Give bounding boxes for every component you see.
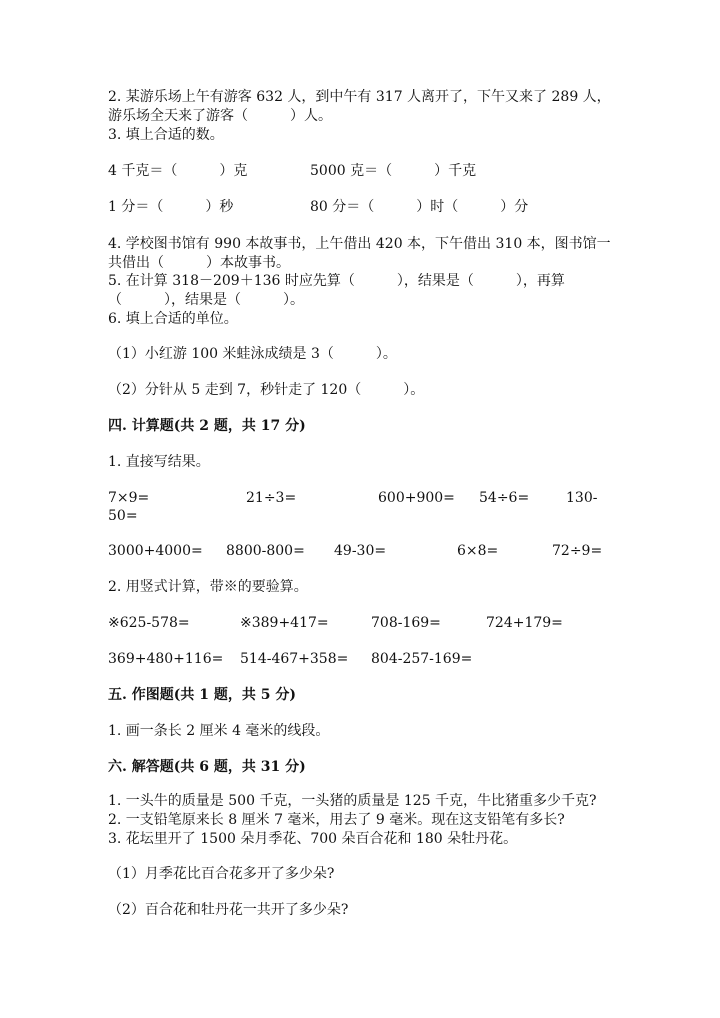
q4-line2: 共借出（ ）本故事书。 <box>108 255 290 271</box>
calc-item: 6×8= <box>457 543 499 559</box>
section4-q2-title: 2. 用竖式计算，带※的要验算。 <box>108 579 308 595</box>
section6-q3-part2: （2）百合花和牡丹花一共开了多少朵? <box>108 902 349 918</box>
q5-line1: 5. 在计算 318－209＋136 时应先算（ ），结果是（ ），再算 <box>108 273 565 289</box>
q3-g-to-kg: 5000 克＝（ ）千克 <box>310 163 477 179</box>
calc-item: 3000+4000= <box>108 543 203 559</box>
q6-part2: （2）分针从 5 走到 7，秒针走了 120（ ）。 <box>108 382 425 398</box>
vertical-calc-item: 514-467+358= <box>240 651 349 667</box>
calc-item: 130- <box>566 490 598 506</box>
q3-kg-to-g: 4 千克＝（ ）克 <box>108 163 248 179</box>
q6-part1: （1）小红游 100 米蛙泳成绩是 3（ ）。 <box>108 346 397 362</box>
section6-q3: 3. 花坛里开了 1500 朵月季花、700 朵百合花和 180 朵牡丹花。 <box>108 831 518 847</box>
section6-q3-part1: （1）月季花比百合花多开了多少朵? <box>108 866 335 882</box>
q4-line1: 4. 学校图书馆有 990 本故事书，上午借出 420 本，下午借出 310 本，图书馆一 <box>108 236 611 252</box>
q3-min-to-hour-min: 80 分＝（ ）时（ ）分 <box>310 199 529 215</box>
vertical-calc-item: 708-169= <box>371 615 441 631</box>
calc-item: 49-30= <box>334 543 387 559</box>
calc-item: 21÷3= <box>246 490 297 506</box>
section6-heading: 六. 解答题(共 6 题，共 31 分) <box>108 759 306 775</box>
section6-q2: 2. 一支铅笔原来长 8 厘米 7 毫米，用去了 9 毫米。现在这支铅笔有多长? <box>108 812 565 828</box>
q2-line2: 游乐场全天来了游客（ ）人。 <box>108 108 332 124</box>
vertical-calc-item: ※389+417= <box>240 615 329 631</box>
vertical-calc-item: 369+480+116= <box>108 651 224 667</box>
section4-heading: 四. 计算题(共 2 题，共 17 分) <box>108 418 306 434</box>
section4-q1-title: 1. 直接写结果。 <box>108 454 210 470</box>
section6-q1: 1. 一头牛的质量是 500 千克，一头猪的质量是 125 千克，牛比猪重多少千克? <box>108 793 597 809</box>
q6-title: 6. 填上合适的单位。 <box>108 311 238 327</box>
vertical-calc-item: 804-257-169= <box>371 651 473 667</box>
q3-min-to-sec: 1 分＝（ ）秒 <box>108 199 234 215</box>
calc-item: 600+900= <box>378 490 455 506</box>
q2-line1: 2. 某游乐场上午有游客 632 人，到中午有 317 人离开了，下午又来了 289 人， <box>108 89 611 105</box>
q5-line2: （ ），结果是（ ）。 <box>108 292 304 308</box>
section5-heading: 五. 作图题(共 1 题，共 5 分) <box>108 687 296 703</box>
vertical-calc-item: 724+179= <box>486 615 563 631</box>
calc-item: 7×9= <box>108 490 150 506</box>
calc-item: 72÷9= <box>552 543 603 559</box>
calc-item-wrap: 50= <box>108 508 138 524</box>
calc-item: 54÷6= <box>479 490 530 506</box>
vertical-calc-item: ※625-578= <box>108 615 190 631</box>
section5-q1: 1. 画一条长 2 厘米 4 毫米的线段。 <box>108 723 330 739</box>
q3-title: 3. 填上合适的数。 <box>108 127 224 143</box>
calc-item: 8800-800= <box>226 543 305 559</box>
